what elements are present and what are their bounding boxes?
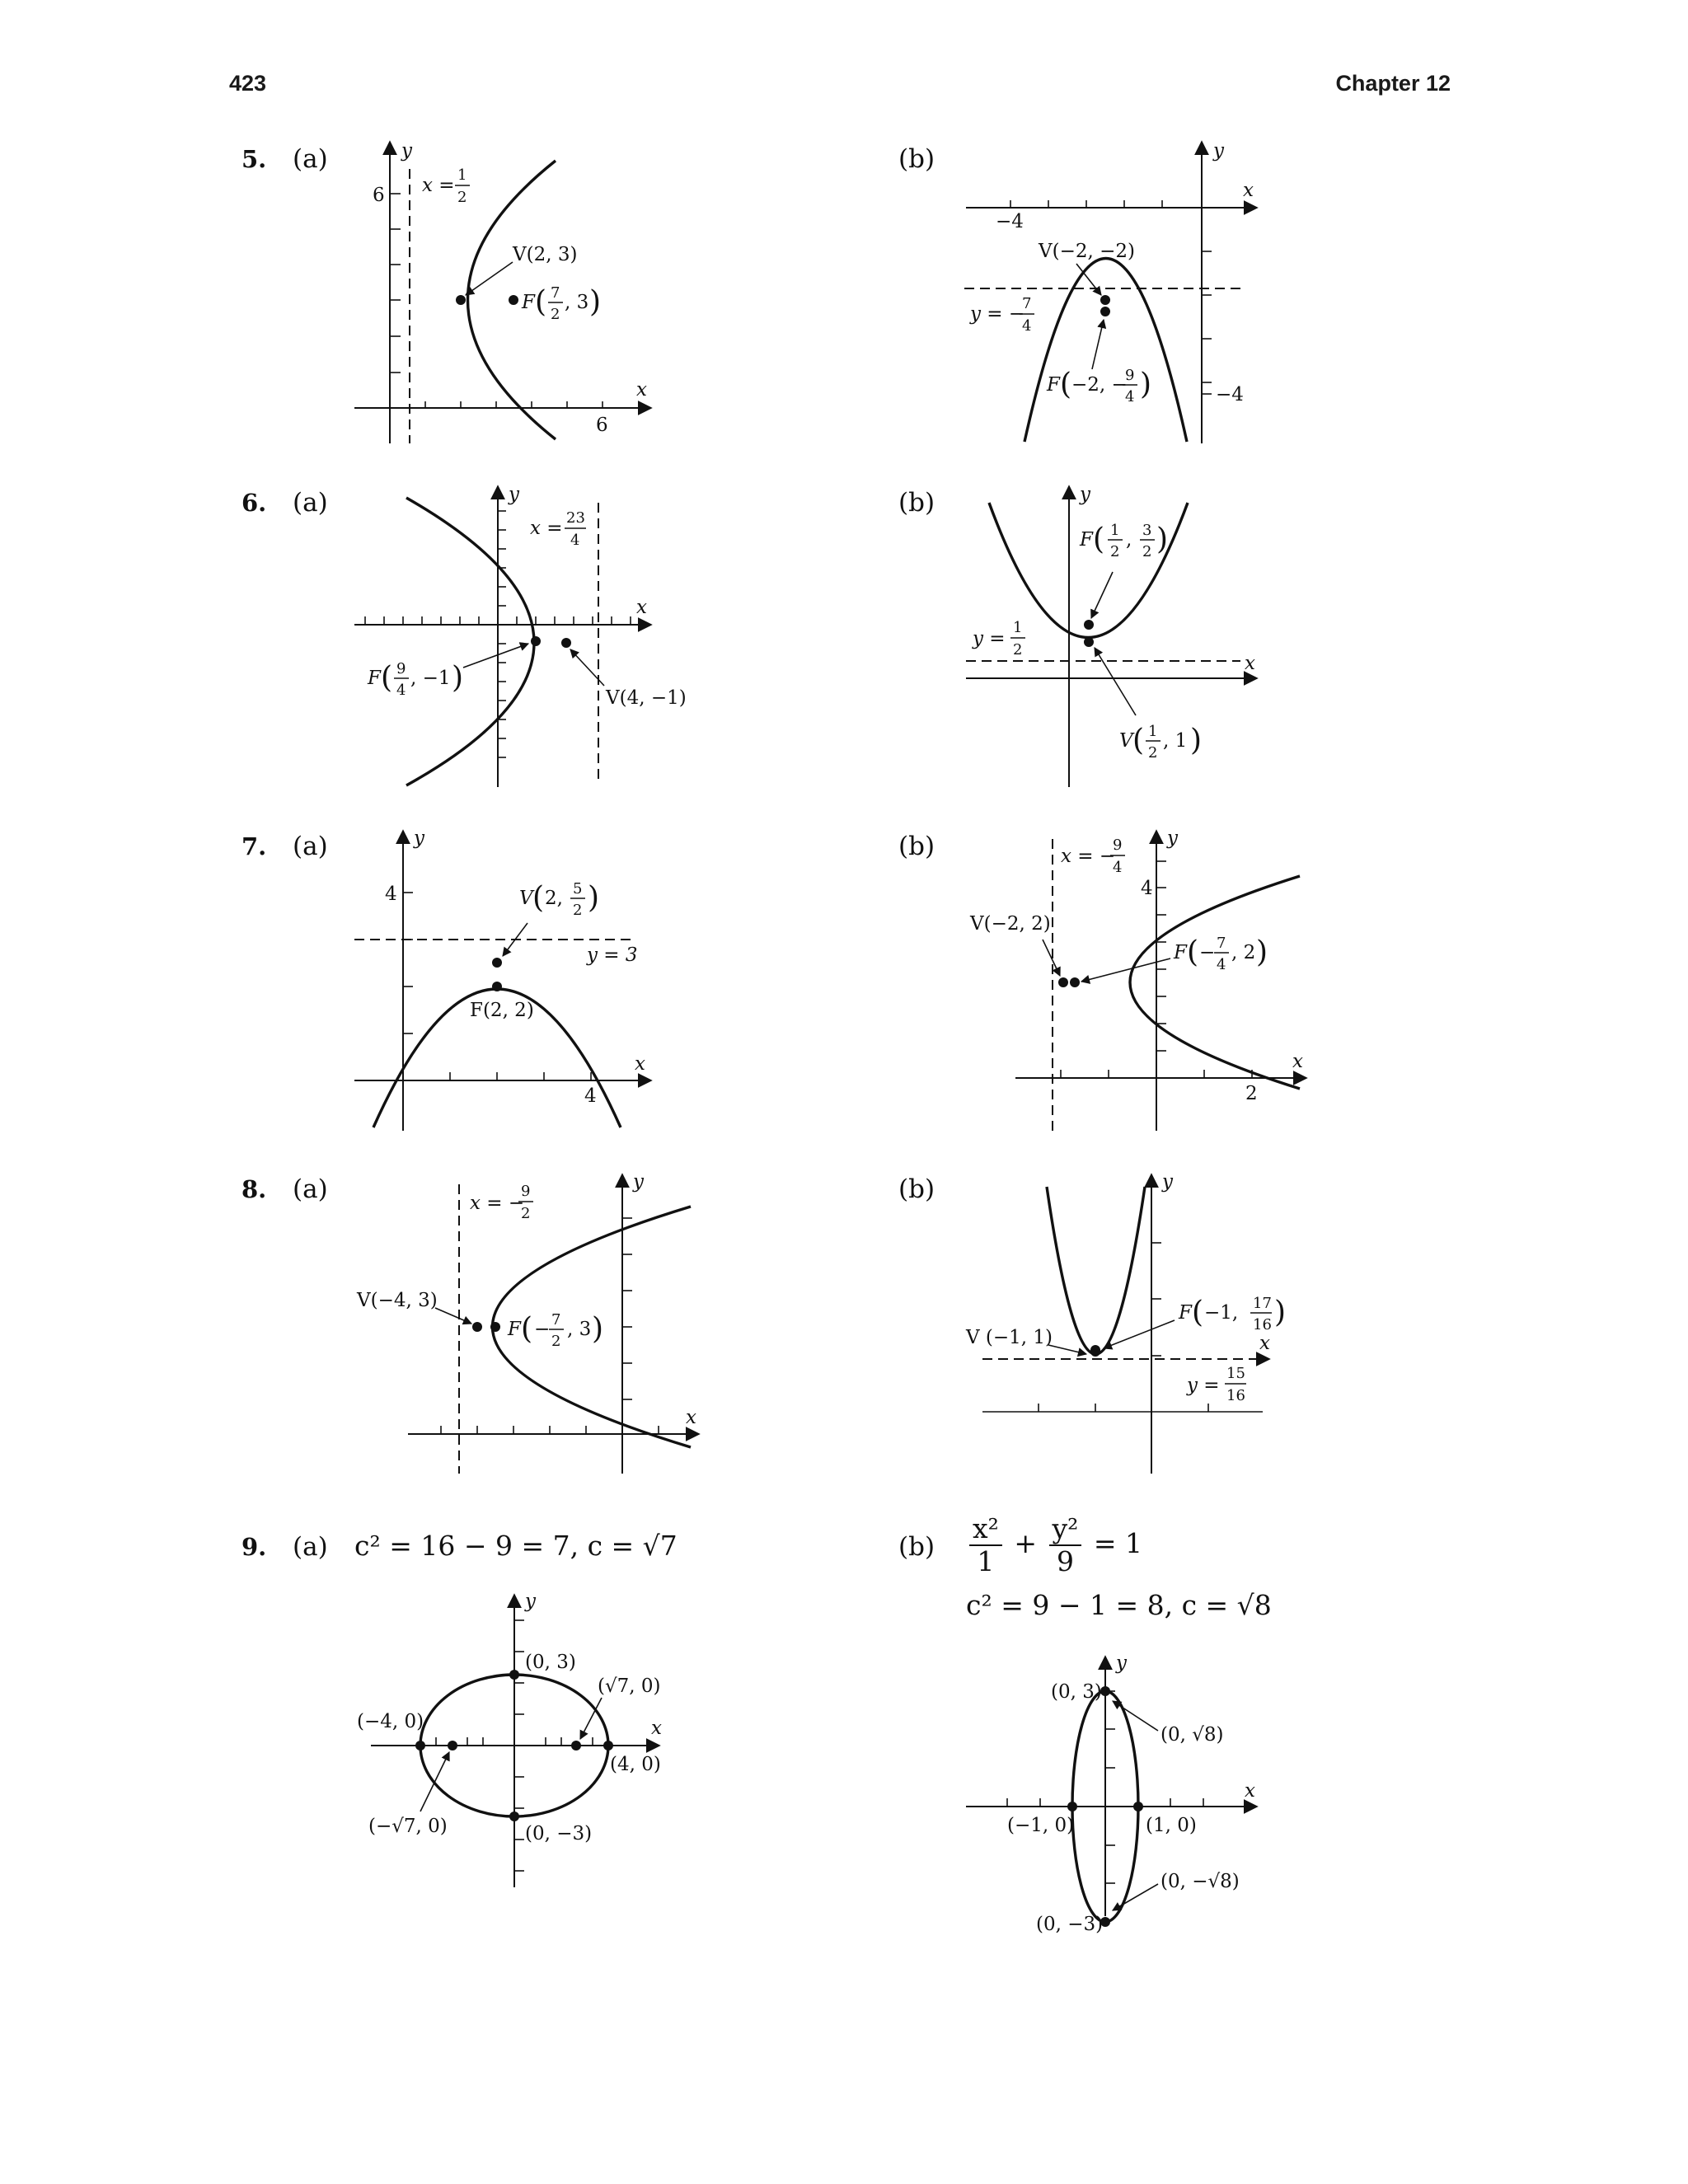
vertex-mid: 2, <box>545 888 563 909</box>
x-axis-label: x <box>1245 653 1255 674</box>
graph-8b <box>965 1171 1286 1474</box>
x-axis-label: x <box>651 1718 662 1739</box>
tick-label: 2 <box>1245 1083 1258 1104</box>
parabola-curve <box>406 498 534 785</box>
vertex-point <box>472 1322 482 1332</box>
point-label: (−4, 0) <box>357 1711 424 1732</box>
point-label: (−√7, 0) <box>368 1816 448 1837</box>
separator: , <box>1126 529 1132 551</box>
point-label: (0, 3) <box>525 1652 576 1673</box>
tick-label: −4 <box>1216 384 1244 405</box>
part-label: (b) <box>898 1174 935 1204</box>
fraction-denominator: 16 <box>1226 1387 1245 1404</box>
arrow <box>1113 1701 1158 1731</box>
point-label: (−1, 0) <box>1007 1815 1075 1836</box>
x-axis-label: x <box>636 597 647 618</box>
vertex-point <box>1084 637 1094 647</box>
vertex-point <box>492 958 502 968</box>
graph-9b <box>966 1652 1257 1935</box>
vertex-point <box>1100 295 1110 305</box>
x-axis-label: x <box>636 379 647 401</box>
tick-label: 6 <box>373 185 385 206</box>
focus-tail: , 2 <box>1231 942 1256 963</box>
fraction-denominator: 4 <box>1113 859 1123 876</box>
focus-label: F <box>1047 374 1060 396</box>
arrow <box>1113 1884 1158 1910</box>
focus-point <box>531 636 541 646</box>
fraction-denominator: 2 <box>521 1205 531 1222</box>
point-label: (0, −3) <box>525 1823 593 1844</box>
paren-left: ( <box>1132 724 1145 757</box>
arrow <box>463 644 528 668</box>
fraction-numerator: 7 <box>551 284 560 302</box>
y-ticks <box>622 1218 632 1399</box>
y-axis-label: y <box>1116 1652 1127 1674</box>
fraction-denominator: 4 <box>1022 317 1032 335</box>
graph-6b <box>966 484 1257 787</box>
fraction-denominator: 2 <box>1142 543 1152 560</box>
point-label: (0, √8) <box>1160 1724 1224 1746</box>
fraction-denominator: 1 <box>977 1544 995 1577</box>
y-axis-label: y <box>1080 484 1090 505</box>
directrix-label: y = − <box>970 303 1025 325</box>
fraction-numerator: 9 <box>396 660 406 677</box>
x-axis-label: x <box>1245 1780 1255 1802</box>
fraction-numerator: 7 <box>1022 295 1032 312</box>
y-axis-label: y <box>1162 1171 1173 1193</box>
vertex-label: V(4, −1) <box>606 687 687 709</box>
part-label: (a) <box>293 1174 328 1204</box>
y-axis-label: y <box>1167 827 1178 849</box>
y-ticks <box>1202 251 1212 394</box>
y-axis-label: y <box>1213 140 1224 162</box>
graph-6a <box>354 484 687 787</box>
focus-mid: −2, − <box>1071 374 1128 396</box>
y-ticks <box>1156 861 1166 1051</box>
directrix-label: x = − <box>1061 846 1116 867</box>
focus-point <box>1070 977 1080 987</box>
fraction-numerator: 1 <box>1013 619 1023 636</box>
directrix-label: y = <box>973 628 1006 649</box>
fraction-denominator: 2 <box>551 306 560 323</box>
vertex-point <box>1058 977 1068 987</box>
y-axis-label: y <box>525 1591 536 1612</box>
fraction-denominator: 4 <box>1125 388 1135 405</box>
directrix-label: y = <box>1187 1375 1220 1396</box>
focus-label: F <box>508 1319 521 1340</box>
paren-right: ) <box>1156 523 1169 556</box>
focus-mid: −1, <box>1204 1302 1239 1324</box>
focus-point <box>571 1741 581 1750</box>
paren-left: ( <box>532 881 545 915</box>
fraction-denominator: 2 <box>551 1333 561 1350</box>
y-axis-label: y <box>633 1171 644 1193</box>
focus-point <box>490 1322 500 1332</box>
fraction-numerator: 1 <box>457 166 467 184</box>
paren-right: ) <box>1256 935 1268 969</box>
fraction-denominator: 4 <box>1217 956 1226 973</box>
paren-left: ( <box>521 1312 533 1346</box>
fraction-denominator: 2 <box>1148 744 1158 762</box>
parabola-curve <box>1130 876 1300 1089</box>
focus-point <box>1090 1345 1100 1355</box>
y-ticks <box>1105 1691 1115 1883</box>
part-label: (b) <box>898 144 935 174</box>
focus-tail: , 3 <box>567 1319 592 1340</box>
directrix-label: x = − <box>470 1193 525 1214</box>
focus-label: F <box>1080 529 1093 551</box>
focus-tail: , −1 <box>410 668 451 689</box>
focus-tail: , 3 <box>565 292 589 313</box>
x-ticks <box>1039 1404 1208 1412</box>
fraction-numerator: 7 <box>551 1311 561 1329</box>
page-number: 423 <box>229 71 267 96</box>
graph-5a <box>354 140 651 443</box>
fraction-denominator: 4 <box>570 532 580 549</box>
part-label: (b) <box>898 488 935 518</box>
x-axis-label: x <box>1259 1333 1270 1354</box>
y-ticks <box>1151 1243 1161 1356</box>
focus-point <box>1100 307 1110 316</box>
paren-right: ) <box>1274 1296 1287 1329</box>
y-ticks <box>403 893 413 1033</box>
vertex-label: V <box>1119 730 1133 752</box>
fraction-numerator: 23 <box>566 509 585 527</box>
problem-number: 8. <box>241 1175 267 1203</box>
equation-9a: c² = 16 − 9 = 7, c = √7 <box>354 1530 678 1562</box>
fraction-denominator: 16 <box>1253 1316 1272 1333</box>
chapter-title: Chapter 12 <box>1335 71 1451 96</box>
arrow <box>1043 940 1060 976</box>
arrow <box>1048 1345 1086 1354</box>
y-ticks <box>498 511 506 757</box>
point-label: (1, 0) <box>1146 1815 1197 1836</box>
parabola-curve <box>1025 259 1187 443</box>
arrow <box>1091 572 1113 618</box>
paren-right: ) <box>1140 368 1152 401</box>
fraction-denominator: 2 <box>1013 641 1023 658</box>
paren-right: ) <box>1190 724 1203 757</box>
y-axis-label: y <box>401 140 412 162</box>
focus-point <box>509 295 518 305</box>
tick-label: 4 <box>1141 878 1153 899</box>
paren-left: ( <box>1093 523 1105 556</box>
fraction-numerator: 9 <box>521 1183 531 1200</box>
arrow <box>1092 320 1104 369</box>
vertex-label: V(−4, 3) <box>357 1290 438 1311</box>
vertex-point <box>509 1670 519 1680</box>
vertex-point <box>509 1811 519 1821</box>
fraction-numerator: 7 <box>1217 935 1226 952</box>
x-axis-label: x <box>1292 1051 1303 1072</box>
parabola-curve <box>1047 1187 1145 1354</box>
x-axis-label: x <box>635 1053 645 1075</box>
arrow <box>1095 648 1136 715</box>
problem-number: 5. <box>241 145 267 173</box>
fraction-denominator: 2 <box>573 902 583 919</box>
part-label: (a) <box>293 144 328 174</box>
fraction-numerator: 9 <box>1125 367 1135 384</box>
fraction-denominator: 9 <box>1056 1544 1074 1577</box>
directrix-label: x = <box>530 518 563 539</box>
fraction-numerator: 15 <box>1226 1365 1245 1382</box>
point-label: (0, −√8) <box>1160 1871 1240 1892</box>
focus-label: F <box>1174 942 1187 963</box>
fraction-numerator: 1 <box>1148 723 1158 740</box>
focus-label: F(2, 2) <box>470 1000 534 1021</box>
focus-mid: − <box>1199 942 1216 963</box>
focus-mid: − <box>534 1319 551 1340</box>
vertex-point <box>456 295 466 305</box>
tick-label: −4 <box>996 211 1024 232</box>
graph-5b <box>964 140 1257 443</box>
focus-point <box>492 982 502 991</box>
point-label: (4, 0) <box>610 1754 661 1775</box>
vertex-label: V(−2, 2) <box>970 913 1051 935</box>
fraction-denominator: 2 <box>457 189 467 206</box>
vertex-point <box>603 1741 613 1750</box>
vertex-point <box>1133 1802 1143 1811</box>
paren-right: ) <box>452 661 464 695</box>
arrow <box>1076 264 1101 295</box>
directrix-label: y = 3 <box>587 944 638 966</box>
fraction-denominator: 4 <box>396 682 406 699</box>
problem-number: 6. <box>241 489 267 517</box>
paren-left: ( <box>1060 368 1072 401</box>
graph-7b <box>969 827 1306 1131</box>
y-ticks <box>390 194 401 373</box>
graph-8a <box>356 1171 699 1474</box>
vertex-tail: , 1 <box>1163 730 1188 752</box>
point-label: (√7, 0) <box>598 1675 661 1697</box>
equation-9b-c: c² = 9 − 1 = 8, c = √8 <box>966 1589 1272 1621</box>
focus-point <box>1084 620 1094 630</box>
tick-label: 4 <box>385 883 397 905</box>
graph-7a <box>354 827 651 1131</box>
tick-label: 4 <box>584 1085 597 1107</box>
paren-left: ( <box>381 661 393 695</box>
arrow <box>503 923 528 956</box>
part-label: (b) <box>898 1532 935 1562</box>
paren-right: ) <box>589 285 602 319</box>
x-axis-label: x <box>1243 180 1254 201</box>
vertex-label: V (−1, 1) <box>966 1327 1053 1348</box>
y-axis-label: y <box>509 484 519 505</box>
tick-label: 6 <box>596 415 608 436</box>
arrow <box>420 1752 449 1811</box>
x-axis-label: x <box>686 1407 696 1428</box>
paren-left: ( <box>535 285 547 319</box>
fraction-numerator: y² <box>1049 1513 1082 1546</box>
point-label: (0, 3) <box>1051 1681 1102 1703</box>
equation-rhs: = 1 <box>1093 1526 1143 1559</box>
x-ticks <box>1010 200 1162 208</box>
paren-left: ( <box>1187 935 1199 969</box>
paren-left: ( <box>1192 1296 1204 1329</box>
focus-label: F <box>368 668 381 689</box>
arrow <box>1104 1320 1175 1348</box>
fraction-numerator: 3 <box>1142 522 1152 539</box>
x-ticks <box>450 1072 591 1080</box>
fraction-numerator: x² <box>969 1513 1002 1546</box>
fraction-numerator: 17 <box>1253 1295 1272 1312</box>
fraction-numerator: 5 <box>573 880 583 898</box>
vertex-point <box>415 1741 425 1750</box>
focus-point <box>448 1741 457 1750</box>
paren-right: ) <box>588 881 600 915</box>
vertex-point <box>561 638 571 648</box>
vertex-label: V(2, 3) <box>513 244 578 265</box>
plus-sign: + <box>1014 1526 1037 1559</box>
vertex-point <box>1067 1802 1077 1811</box>
fraction-numerator: 1 <box>1110 522 1120 539</box>
vertex-label: V <box>519 888 533 909</box>
point-label: (0, −3) <box>1036 1914 1104 1935</box>
graph-9a <box>357 1591 662 1887</box>
y-axis-label: y <box>414 827 424 849</box>
fraction-numerator: 9 <box>1113 837 1123 854</box>
paren-right: ) <box>592 1312 604 1346</box>
focus-label: F <box>522 292 535 313</box>
part-label: (a) <box>293 1532 328 1562</box>
problem-number: 9. <box>241 1533 267 1561</box>
directrix-label: x = <box>422 175 455 196</box>
vertex-label: V(−2, −2) <box>1039 241 1135 262</box>
focus-label: F <box>1179 1302 1192 1324</box>
problem-number: 7. <box>241 832 267 860</box>
fraction-denominator: 2 <box>1110 543 1120 560</box>
part-label: (a) <box>293 488 328 518</box>
part-label: (a) <box>293 832 328 861</box>
part-label: (b) <box>898 832 935 861</box>
arrow <box>435 1308 471 1324</box>
